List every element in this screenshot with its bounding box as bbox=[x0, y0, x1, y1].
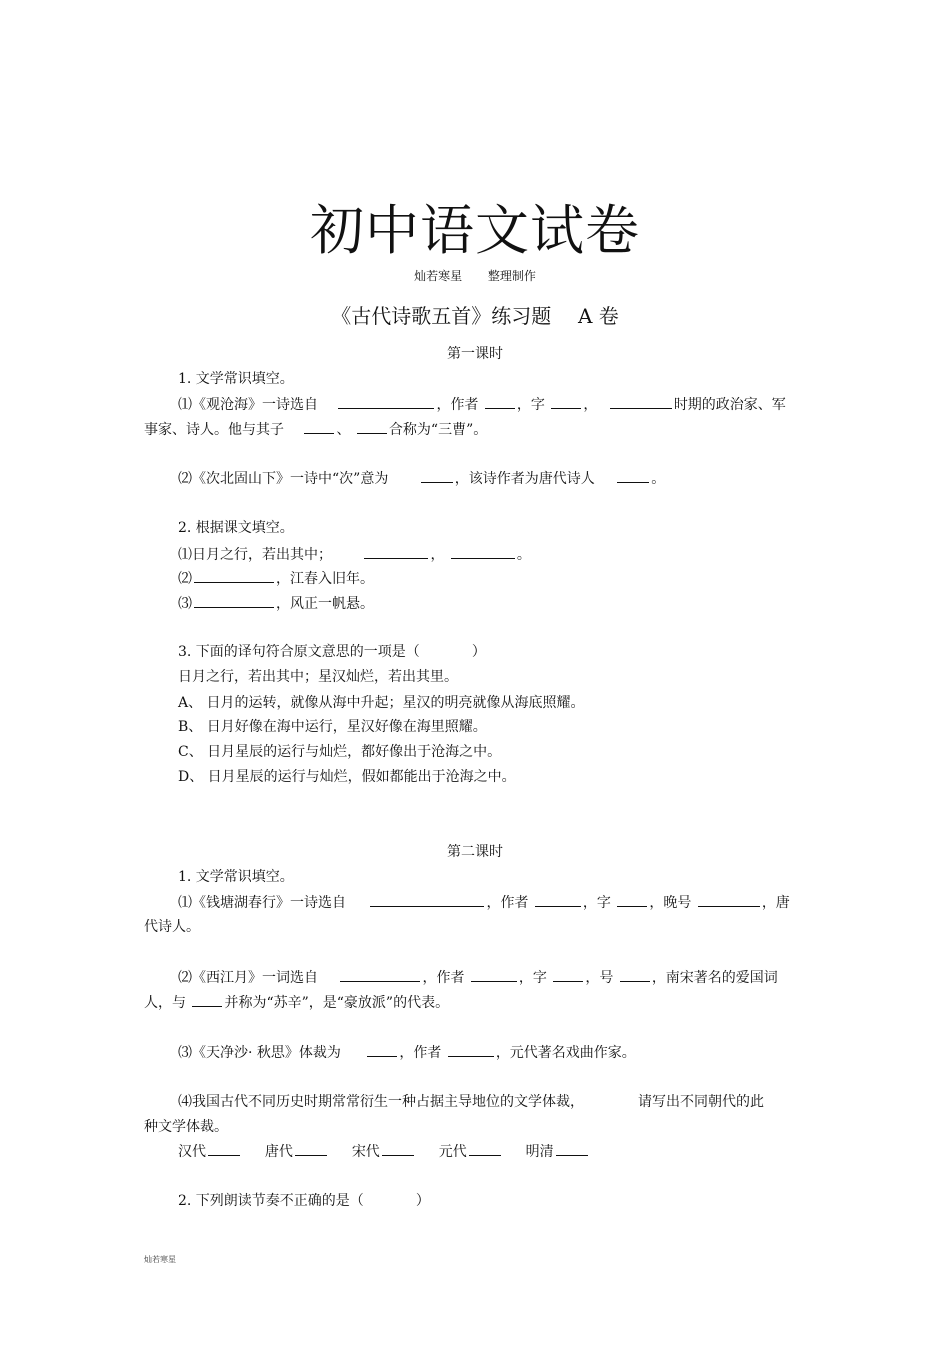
answer-blank[interactable] bbox=[451, 545, 515, 559]
answer-blank[interactable] bbox=[382, 1142, 414, 1156]
text: ，作者 bbox=[436, 397, 479, 413]
option-c[interactable]: C、 日月星辰的运行与灿烂，都好像出于沧海之中。 bbox=[178, 744, 502, 760]
text: ，该诗作者为唐代诗人 bbox=[454, 471, 595, 487]
lesson1-heading: 第一课时 bbox=[447, 346, 503, 362]
answer-blank[interactable] bbox=[620, 968, 650, 982]
answer-blank[interactable] bbox=[338, 395, 434, 409]
text: ⑴《钱塘湖春行》一诗选自 bbox=[178, 895, 346, 911]
text: ⑷我国古代不同历史时期常常衍生一种占据主导地位的文学体裁， bbox=[178, 1094, 584, 1110]
l1-q1-p2 bbox=[178, 469, 665, 488]
l2-q1-p2-line2 bbox=[144, 993, 449, 1012]
lesson2-heading: 第二课时 bbox=[447, 844, 503, 860]
answer-blank[interactable] bbox=[370, 893, 484, 907]
text: 并称为“苏辛”，是“豪放派”的代表。 bbox=[224, 995, 450, 1011]
text: ，晚号 bbox=[649, 895, 692, 911]
l1-q2-line2 bbox=[178, 569, 374, 588]
text: ，字 bbox=[582, 895, 611, 911]
answer-blank[interactable] bbox=[471, 968, 517, 982]
dynasty-label: 元代 bbox=[438, 1144, 467, 1160]
dynasty-label: 明清 bbox=[525, 1144, 554, 1160]
answer-blank[interactable] bbox=[304, 420, 334, 434]
text: 人，与 bbox=[144, 995, 186, 1011]
text: ⑵ bbox=[178, 571, 192, 587]
text: ，字 bbox=[516, 397, 545, 413]
text: ⑶ bbox=[178, 596, 192, 612]
answer-blank[interactable] bbox=[421, 469, 453, 483]
l2-q1-p1-line1 bbox=[178, 893, 790, 912]
l1-q2-title: 2. 根据课文填空。 bbox=[178, 520, 294, 536]
subtitle-volume: A 卷 bbox=[577, 304, 619, 328]
option-a[interactable]: A、 日月的运转，就像从海中升起；星汉的明亮就像从海底照耀。 bbox=[178, 695, 585, 711]
text: 。 bbox=[651, 471, 666, 487]
text: ，作者 bbox=[422, 970, 465, 986]
text: ，唐 bbox=[761, 895, 790, 911]
option-b[interactable]: B、 日月好像在海中运行，星汉好像在海里照耀。 bbox=[178, 719, 487, 735]
text: ） bbox=[415, 1193, 430, 1209]
text: ， bbox=[583, 397, 598, 413]
page-footer: 灿若寒星 bbox=[144, 1255, 176, 1264]
answer-blank[interactable] bbox=[194, 594, 274, 608]
credit-line bbox=[0, 268, 950, 284]
l2-q1-p2-line1 bbox=[178, 968, 778, 987]
answer-blank[interactable] bbox=[610, 395, 672, 409]
text: ，字 bbox=[518, 970, 547, 986]
text: ，号 bbox=[585, 970, 614, 986]
text: 请写出不同朝代的此 bbox=[638, 1094, 764, 1110]
text: ⑵《西江月》一词选自 bbox=[178, 970, 318, 986]
text: 3. 下面的译句符合原文意思的一项是（ bbox=[178, 644, 420, 660]
text: ） bbox=[471, 644, 486, 660]
text: ，元代著名戏曲作家。 bbox=[495, 1045, 636, 1061]
answer-blank[interactable] bbox=[367, 1043, 397, 1057]
dynasty-row bbox=[178, 1142, 590, 1161]
exercise-subtitle bbox=[0, 303, 950, 329]
answer-blank[interactable] bbox=[535, 893, 581, 907]
option-d[interactable]: D、 日月星辰的运行与灿烂，假如都能出于沧海之中。 bbox=[178, 769, 516, 785]
subtitle-text: 《古代诗歌五首》练习题 bbox=[331, 304, 552, 328]
text: ，作者 bbox=[486, 895, 529, 911]
l2-q1-p4-line2: 种文学体裁。 bbox=[144, 1119, 228, 1135]
credit-role: 整理制作 bbox=[487, 269, 536, 283]
text: ，作者 bbox=[399, 1045, 442, 1061]
answer-blank[interactable] bbox=[357, 420, 387, 434]
answer-blank[interactable] bbox=[208, 1142, 240, 1156]
text: ⑶《天净沙· 秋思》体裁为 bbox=[178, 1045, 341, 1061]
answer-blank[interactable] bbox=[617, 893, 647, 907]
l1-q2-line1 bbox=[178, 545, 531, 564]
answer-blank[interactable] bbox=[551, 395, 581, 409]
l1-q1-p1-line2 bbox=[144, 420, 487, 439]
l2-q1-title: 1. 文学常识填空。 bbox=[178, 869, 294, 885]
l2-q2-title bbox=[178, 1192, 430, 1210]
l2-q1-p1-line2: 代诗人。 bbox=[144, 919, 200, 935]
l2-q1-p4-line1 bbox=[178, 1093, 764, 1111]
text: ⑴日月之行，若出其中； bbox=[178, 547, 332, 563]
answer-blank[interactable] bbox=[617, 469, 649, 483]
answer-blank[interactable] bbox=[469, 1142, 501, 1156]
text: ，风正一帆悬。 bbox=[276, 596, 374, 612]
text: 事家、诗人。他与其子 bbox=[144, 422, 284, 438]
credit-author: 灿若寒星 bbox=[414, 269, 463, 283]
text: ⑵《次北固山下》一诗中“次”意为 bbox=[178, 471, 389, 487]
answer-blank[interactable] bbox=[340, 968, 420, 982]
answer-blank[interactable] bbox=[698, 893, 760, 907]
text: 、 bbox=[336, 422, 351, 438]
page-title: 初中语文试卷 bbox=[310, 199, 640, 262]
dynasty-label: 汉代 bbox=[178, 1144, 206, 1160]
l1-q3-title bbox=[178, 643, 486, 661]
text: 时期的政治家、军 bbox=[673, 397, 786, 413]
answer-blank[interactable] bbox=[295, 1142, 327, 1156]
l1-q1-p1-line1 bbox=[178, 395, 786, 414]
text: ，江春入旧年。 bbox=[276, 571, 374, 587]
answer-blank[interactable] bbox=[194, 569, 274, 583]
answer-blank[interactable] bbox=[556, 1142, 588, 1156]
dynasty-label: 唐代 bbox=[264, 1144, 293, 1160]
l1-q3-source: 日月之行，若出其中；星汉灿烂，若出其里。 bbox=[178, 669, 458, 685]
dynasty-label: 宋代 bbox=[351, 1144, 380, 1160]
answer-blank[interactable] bbox=[485, 395, 515, 409]
text: ， bbox=[430, 547, 445, 563]
answer-blank[interactable] bbox=[553, 968, 583, 982]
l1-q1-title: 1. 文学常识填空。 bbox=[178, 371, 294, 387]
text: 。 bbox=[516, 547, 531, 563]
answer-blank[interactable] bbox=[364, 545, 428, 559]
l2-q1-p3 bbox=[178, 1043, 636, 1062]
l1-q2-line3 bbox=[178, 594, 374, 613]
text: ⑴《观沧海》一诗选自 bbox=[178, 397, 318, 413]
answer-blank[interactable] bbox=[448, 1043, 494, 1057]
text: 2. 下列朗读节奏不正确的是（ bbox=[178, 1193, 364, 1209]
answer-blank[interactable] bbox=[192, 993, 222, 1007]
text: ，南宋著名的爱国词 bbox=[651, 970, 778, 986]
text: 合称为“三曹”。 bbox=[388, 422, 488, 438]
